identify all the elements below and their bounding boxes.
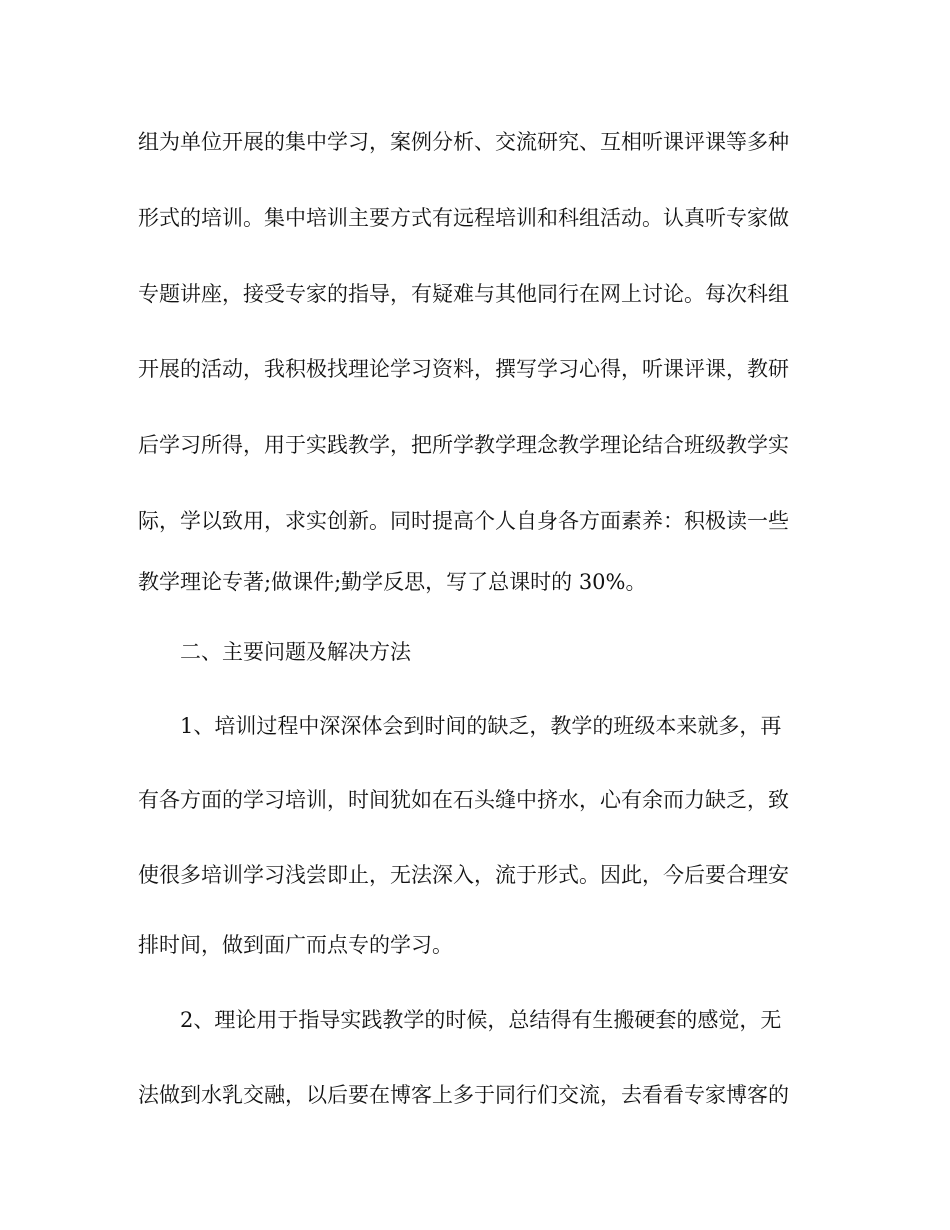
paragraph-line: 教学理论专著;做课件;勤学反思，写了总课时的 30%。 — [138, 570, 647, 594]
paragraph-line: 开展的活动，我积极找理论学习资料，撰写学习心得，听课评课，教研 — [138, 357, 789, 381]
paragraph-line: 组为单位开展的集中学习，案例分析、交流研究、互相听课评课等多种 — [138, 130, 789, 154]
paragraph-line: 使很多培训学习浅尝即止，无法深入，流于形式。因此，今后要合理安 — [138, 863, 789, 887]
paragraph-line: 际，学以致用，求实创新。同时提高个人自身各方面素养：积极读一些 — [138, 509, 789, 533]
paragraph-line: 1、培训过程中深深体会到时间的缺乏，教学的班级本来就多，再 — [180, 714, 782, 738]
paragraph-line: 有各方面的学习培训，时间犹如在石头缝中挤水，心有余而力缺乏，致 — [138, 788, 789, 812]
paragraph-line: 后学习所得，用于实践教学，把所学教学理念教学理论结合班级教学实 — [138, 433, 789, 457]
section-heading: 二、主要问题及解决方法 — [180, 640, 411, 664]
paragraph-line: 形式的培训。集中培训主要方式有远程培训和科组活动。认真听专家做 — [138, 206, 789, 230]
paragraph-line: 专题讲座，接受专家的指导，有疑难与其他同行在网上讨论。每次科组 — [138, 282, 789, 306]
paragraph-line: 2、理论用于指导实践教学的时候，总结得有生搬硬套的感觉，无 — [180, 1008, 782, 1032]
paragraph-line: 排时间，做到面广而点专的学习。 — [138, 933, 453, 957]
paragraph-line: 法做到水乳交融，以后要在博客上多于同行们交流，去看看专家博客的 — [138, 1083, 789, 1107]
